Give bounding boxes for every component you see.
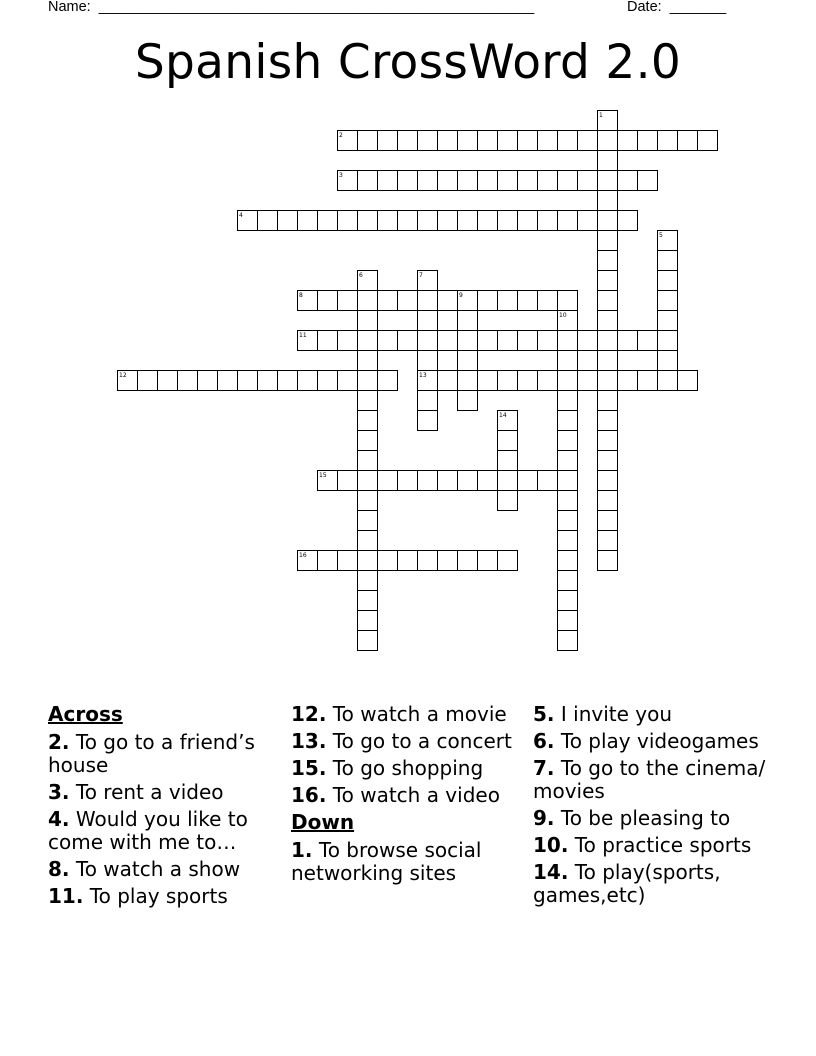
grid-cell[interactable]: [698, 131, 718, 151]
grid-cell[interactable]: [478, 291, 498, 311]
grid-cell[interactable]: [378, 131, 398, 151]
grid-cell[interactable]: [558, 531, 578, 551]
clue-across-11: 11. To play sports: [48, 884, 228, 908]
grid-cell[interactable]: [438, 211, 458, 231]
grid-cell[interactable]: [458, 171, 478, 191]
clue-down-14: 14. To play(sports, games,etc): [533, 860, 721, 907]
clue-number: 16: [299, 552, 307, 559]
date-label: Date:: [627, 0, 662, 15]
grid-cell[interactable]: [438, 471, 458, 491]
grid-cell[interactable]: [358, 471, 378, 491]
clue-number: 9: [459, 292, 463, 299]
clue-across-4: 4. Would you like to come with me to…: [48, 807, 248, 854]
grid-cell[interactable]: [558, 551, 578, 571]
grid-cell[interactable]: [378, 331, 398, 351]
grid-cell[interactable]: [358, 211, 378, 231]
grid-cell[interactable]: [318, 211, 338, 231]
grid-cell[interactable]: [478, 551, 498, 571]
grid-cell[interactable]: [458, 331, 478, 351]
grid-cell[interactable]: [538, 211, 558, 231]
grid-cell[interactable]: [498, 131, 518, 151]
grid-cell[interactable]: [418, 551, 438, 571]
grid-cell[interactable]: [478, 211, 498, 231]
grid-cell[interactable]: [538, 171, 558, 191]
grid-cell[interactable]: [618, 331, 638, 351]
grid-cell[interactable]: [558, 451, 578, 471]
grid-cell[interactable]: [598, 291, 618, 311]
grid-cell[interactable]: [258, 211, 278, 231]
clue-number: 5: [659, 232, 663, 239]
grid-cell[interactable]: [418, 131, 438, 151]
grid-cell[interactable]: [358, 451, 378, 471]
grid-cell[interactable]: [458, 131, 478, 151]
grid-cell[interactable]: [378, 371, 398, 391]
grid-cell[interactable]: [218, 371, 238, 391]
grid-cell[interactable]: [438, 171, 458, 191]
grid-cell[interactable]: [358, 531, 378, 551]
grid-cell[interactable]: [558, 211, 578, 231]
grid-cell[interactable]: [338, 331, 358, 351]
grid-cell[interactable]: [358, 611, 378, 631]
clue-column-1: [48, 703, 288, 912]
grid-cell[interactable]: [398, 471, 418, 491]
grid-cell[interactable]: [558, 471, 578, 491]
clue-number: 2: [339, 132, 343, 139]
clue-number: 1: [599, 112, 603, 119]
grid-cell[interactable]: [458, 351, 478, 371]
grid-cell[interactable]: [478, 331, 498, 351]
down-heading: Down: [291, 810, 355, 834]
grid-cell[interactable]: [418, 391, 438, 411]
grid-cell[interactable]: [358, 411, 378, 431]
grid-cell[interactable]: [558, 431, 578, 451]
grid-cell[interactable]: [298, 371, 318, 391]
name-label: Name:: [48, 0, 91, 15]
grid-cell[interactable]: [418, 171, 438, 191]
grid-cell[interactable]: [378, 471, 398, 491]
grid-cell[interactable]: [398, 291, 418, 311]
grid-cell[interactable]: [358, 371, 378, 391]
clue-down-1: 1. To browse social networking sites: [291, 838, 482, 885]
grid-cell[interactable]: [518, 291, 538, 311]
grid-cell[interactable]: [558, 511, 578, 531]
grid-cell[interactable]: [338, 471, 358, 491]
clue-column-2: [291, 703, 531, 889]
grid-cell[interactable]: [598, 151, 618, 171]
grid-cell[interactable]: [678, 371, 698, 391]
grid-cell[interactable]: [478, 171, 498, 191]
clue-across-2: 2. To go to a friend’s house: [48, 730, 255, 777]
grid-cell[interactable]: [358, 571, 378, 591]
clue-down-6: 6. To play videogames: [533, 729, 759, 753]
grid-cell[interactable]: [558, 631, 578, 651]
grid-cell[interactable]: [598, 131, 618, 151]
clue-number: 10: [559, 312, 567, 319]
grid-cell[interactable]: [458, 471, 478, 491]
grid-cell[interactable]: [678, 131, 698, 151]
grid-cell[interactable]: [498, 211, 518, 231]
grid-cell[interactable]: [478, 471, 498, 491]
puzzle-title: Spanish CrossWord 2.0: [134, 35, 682, 90]
grid-cell[interactable]: [558, 391, 578, 411]
grid-cell[interactable]: [358, 351, 378, 371]
grid-cell[interactable]: [498, 491, 518, 511]
grid-cell[interactable]: [358, 551, 378, 571]
grid-cell[interactable]: [438, 551, 458, 571]
grid-cell[interactable]: [598, 271, 618, 291]
grid-cell[interactable]: [498, 331, 518, 351]
grid-cell[interactable]: [358, 591, 378, 611]
clue-number: 6: [359, 272, 363, 279]
clue-number: 12: [119, 372, 127, 379]
grid-cell[interactable]: [338, 551, 358, 571]
grid-cell[interactable]: [358, 331, 378, 351]
grid-cell[interactable]: [658, 311, 678, 331]
grid-cell[interactable]: [498, 431, 518, 451]
grid-cell[interactable]: [578, 371, 598, 391]
grid-cell[interactable]: [578, 331, 598, 351]
grid-cell[interactable]: [558, 411, 578, 431]
grid-cell[interactable]: [438, 291, 458, 311]
grid-cell[interactable]: [378, 291, 398, 311]
grid-cell[interactable]: [538, 371, 558, 391]
grid-cell[interactable]: [458, 311, 478, 331]
grid-cell[interactable]: [318, 371, 338, 391]
grid-cell[interactable]: [558, 291, 578, 311]
grid-cell[interactable]: [338, 371, 358, 391]
grid-cell[interactable]: [138, 371, 158, 391]
grid-cell[interactable]: [598, 531, 618, 551]
clue-across-15: 15. To go shopping: [291, 756, 484, 780]
grid-cell[interactable]: [558, 371, 578, 391]
grid-cell[interactable]: [458, 211, 478, 231]
grid-cell[interactable]: [618, 171, 638, 191]
grid-cell[interactable]: [378, 171, 398, 191]
grid-cell[interactable]: [418, 411, 438, 431]
grid-cell[interactable]: [578, 171, 598, 191]
grid-cell[interactable]: [638, 371, 658, 391]
grid-cell[interactable]: [198, 371, 218, 391]
grid-cell[interactable]: [638, 131, 658, 151]
grid-cell[interactable]: [518, 131, 538, 151]
grid-cell[interactable]: [338, 291, 358, 311]
grid-cell[interactable]: [518, 171, 538, 191]
grid-cell[interactable]: [598, 331, 618, 351]
grid-cell[interactable]: [278, 371, 298, 391]
grid-cell[interactable]: [558, 351, 578, 371]
grid-cell[interactable]: [518, 371, 538, 391]
grid-cell[interactable]: [598, 551, 618, 571]
clue-across-13: 13. To go to a concert: [291, 729, 512, 753]
grid-cell[interactable]: [558, 611, 578, 631]
grid-cell[interactable]: [398, 131, 418, 151]
grid-cell[interactable]: [418, 311, 438, 331]
grid-cell[interactable]: [358, 631, 378, 651]
grid-cell[interactable]: [478, 371, 498, 391]
grid-cell[interactable]: [598, 411, 618, 431]
clue-down-10: 10. To practice sports: [533, 833, 752, 857]
grid-cell[interactable]: [618, 371, 638, 391]
grid-cell[interactable]: [358, 431, 378, 451]
grid-cell[interactable]: [598, 251, 618, 271]
grid-cell[interactable]: [418, 331, 438, 351]
grid-cell[interactable]: [158, 371, 178, 391]
grid-cell[interactable]: [398, 211, 418, 231]
grid-cell[interactable]: [498, 451, 518, 471]
grid-cell[interactable]: [598, 311, 618, 331]
clue-number: 15: [319, 472, 327, 479]
clue-across-3: 3. To rent a video: [48, 780, 224, 804]
grid-cell[interactable]: [498, 291, 518, 311]
across-heading: Across: [48, 702, 123, 726]
grid-cell[interactable]: [598, 191, 618, 211]
grid-cell[interactable]: [378, 551, 398, 571]
grid-cell[interactable]: [598, 491, 618, 511]
grid-cell[interactable]: [658, 331, 678, 351]
grid-cell[interactable]: [538, 291, 558, 311]
grid-cell[interactable]: [538, 131, 558, 151]
grid-cell[interactable]: [658, 251, 678, 271]
grid-cell[interactable]: [658, 271, 678, 291]
grid-cell[interactable]: [418, 471, 438, 491]
grid-cell[interactable]: [318, 331, 338, 351]
grid-cell[interactable]: [298, 211, 318, 231]
grid-cell[interactable]: [658, 371, 678, 391]
grid-cell[interactable]: [518, 211, 538, 231]
grid-cell[interactable]: [558, 591, 578, 611]
clue-number: 11: [299, 332, 307, 339]
clue-number: 13: [419, 372, 427, 379]
grid-cell[interactable]: [538, 471, 558, 491]
grid-cell[interactable]: [598, 211, 618, 231]
grid-cell[interactable]: [498, 371, 518, 391]
grid-cell[interactable]: [598, 451, 618, 471]
grid-cell[interactable]: [498, 551, 518, 571]
grid-cell[interactable]: [638, 171, 658, 191]
grid-cell[interactable]: [558, 491, 578, 511]
clue-across-12: 12. To watch a movie: [291, 702, 507, 726]
grid-cell[interactable]: [398, 551, 418, 571]
grid-cell[interactable]: [178, 371, 198, 391]
grid-cell[interactable]: [658, 351, 678, 371]
grid-cell[interactable]: [358, 491, 378, 511]
grid-cell[interactable]: [598, 371, 618, 391]
grid-cell[interactable]: [398, 331, 418, 351]
grid-cell[interactable]: [638, 331, 658, 351]
grid-cell[interactable]: [418, 291, 438, 311]
grid-cell[interactable]: [558, 331, 578, 351]
clue-number: 3: [339, 172, 343, 179]
date-blank[interactable]: _______: [665, 0, 727, 15]
grid-cell[interactable]: [438, 331, 458, 351]
grid-cell[interactable]: [518, 471, 538, 491]
grid-cell[interactable]: [438, 131, 458, 151]
grid-cell[interactable]: [378, 211, 398, 231]
clue-number: 4: [239, 212, 243, 219]
grid-cell[interactable]: [358, 311, 378, 331]
grid-cell[interactable]: [578, 131, 598, 151]
name-blank[interactable]: ______________________________________________________: [94, 0, 535, 15]
grid-cell[interactable]: [458, 371, 478, 391]
grid-cell[interactable]: [498, 171, 518, 191]
grid-cell[interactable]: [458, 551, 478, 571]
grid-cell[interactable]: [438, 371, 458, 391]
grid-cell[interactable]: [518, 331, 538, 351]
grid-cell[interactable]: [558, 171, 578, 191]
grid-cell[interactable]: [418, 211, 438, 231]
clue-across-16: 16. To watch a video: [291, 783, 500, 807]
clue-down-9: 9. To be pleasing to: [533, 806, 731, 830]
clue-down-5: 5. I invite you: [533, 702, 673, 726]
grid-cell[interactable]: [358, 511, 378, 531]
grid-cell[interactable]: [498, 471, 518, 491]
grid-cell[interactable]: [658, 131, 678, 151]
grid-cell[interactable]: [358, 391, 378, 411]
clue-across-8: 8. To watch a show: [48, 857, 241, 881]
grid-cell[interactable]: [598, 511, 618, 531]
grid-cell[interactable]: [598, 231, 618, 251]
grid-cell[interactable]: [458, 391, 478, 411]
grid-cell[interactable]: [338, 211, 358, 231]
grid-cell[interactable]: [238, 371, 258, 391]
grid-cell[interactable]: [598, 471, 618, 491]
grid-cell[interactable]: [318, 291, 338, 311]
grid-cell[interactable]: [598, 391, 618, 411]
grid-cell[interactable]: [618, 131, 638, 151]
clue-down-7: 7. To go to the cinema/ movies: [533, 756, 766, 803]
grid-cell[interactable]: [478, 131, 498, 151]
clue-number: 7: [419, 272, 423, 279]
clue-number: 8: [299, 292, 303, 299]
grid-cell[interactable]: [358, 171, 378, 191]
grid-cell[interactable]: [578, 211, 598, 231]
grid-cell[interactable]: [358, 291, 378, 311]
grid-cell[interactable]: [598, 351, 618, 371]
grid-cell[interactable]: [658, 291, 678, 311]
grid-cell[interactable]: [598, 431, 618, 451]
clue-column-3: [533, 703, 773, 911]
grid-cell[interactable]: [278, 211, 298, 231]
grid-cell[interactable]: [358, 131, 378, 151]
grid-cell[interactable]: [618, 211, 638, 231]
grid-cell[interactable]: [598, 171, 618, 191]
grid-cell[interactable]: [398, 171, 418, 191]
grid-cell[interactable]: [318, 551, 338, 571]
grid-cell[interactable]: [258, 371, 278, 391]
grid-cell[interactable]: [558, 571, 578, 591]
grid-cell[interactable]: [418, 351, 438, 371]
grid-cell[interactable]: [558, 131, 578, 151]
grid-cell[interactable]: [538, 331, 558, 351]
clue-number: 14: [499, 412, 507, 419]
